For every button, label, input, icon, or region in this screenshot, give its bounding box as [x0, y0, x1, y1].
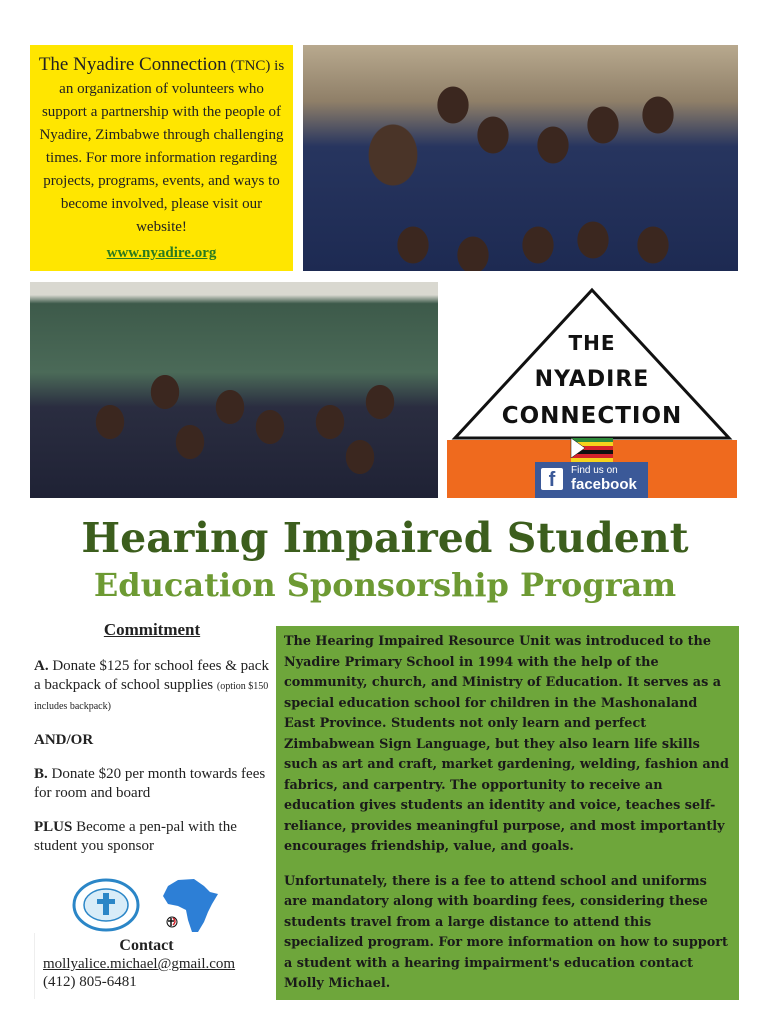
option-a-label: A.	[34, 658, 49, 674]
and-or-label: AND/OR	[34, 732, 94, 748]
description-paragraph-2: Unfortunately, there is a fee to attend school and uniforms are mandatory along with boarding fees, considering these students travel from a large distance to attend this specialized program. For more information on how to support a student with a hearing impairment's education contact Molly Michael.	[284, 873, 728, 991]
option-plus-label: PLUS	[34, 819, 73, 835]
description-paragraph-1: The Hearing Impaired Resource Unit was introduced to the Nyadire Primary School in 1994 with the help of the community, church, and Ministry of Education. It serves as a special education school for children in the Mashonaland East Province. Students not only learn and perfect Zimbabwean Sign Language, but they also learn life skills such as art and craft, market gardening, welding, fashion and fabrics, and carpentry. The opportunity to receive an education gives students an identity and voice, teaches self-reliance, provides meaningful purpose, and most importantly encourages friendship, value, and goals.	[284, 634, 729, 854]
logo-line-the: THE	[568, 331, 616, 355]
option-b-text: Donate $20 per month towards fees for room and board	[34, 766, 266, 801]
zimbabwe-flag-icon	[571, 438, 613, 462]
logo-line-nyadire: NYADIRE	[534, 367, 650, 392]
option-b	[34, 765, 270, 803]
program-description	[276, 626, 739, 1000]
facebook-button[interactable]	[535, 462, 648, 498]
facebook-label: facebook	[571, 476, 637, 493]
contact-box	[34, 933, 258, 999]
students-photo-chalkboard	[30, 282, 438, 498]
contact-email[interactable]: mollyalice.michael@gmail.com	[43, 956, 236, 972]
africa-map-icon	[160, 876, 220, 936]
contact-phone: (412) 805-6481	[43, 974, 137, 990]
contact-heading: Contact	[119, 937, 174, 954]
nyadire-school-logo-icon	[72, 878, 140, 932]
option-plus-text: Become a pen-pal with the student you sponsor	[34, 819, 237, 854]
info-text: is an organization of volunteers who support a partnership with the people of Nyadire, Zimbabwe through challenging times. For more information regarding projects, programs, events, and ways to become involved, please visit our website!	[39, 58, 285, 235]
option-a	[34, 657, 270, 716]
option-a-text: Donate $125 for school fees & pack a backpack of school supplies	[34, 658, 269, 693]
facebook-find-us: Find us on	[571, 465, 618, 476]
option-plus	[34, 818, 270, 856]
website-link[interactable]: www.nyadire.org	[106, 245, 217, 261]
logo-line-connection: CONNECTION	[501, 403, 683, 429]
facebook-icon: f	[541, 468, 563, 490]
page-title: Hearing Impaired Student	[81, 514, 689, 562]
option-a-note: (option $150 includes backpack)	[34, 681, 269, 712]
commitment-section	[34, 620, 270, 871]
org-name: The Nyadire Connection	[38, 54, 227, 75]
and-or	[34, 731, 270, 750]
org-abbr: (TNC)	[230, 58, 271, 74]
page-subtitle: Education Sponsorship Program	[93, 566, 677, 604]
commitment-heading: Commitment	[103, 620, 201, 639]
info-box	[30, 45, 293, 271]
students-photo-classroom	[303, 45, 738, 271]
option-b-label: B.	[34, 766, 48, 782]
